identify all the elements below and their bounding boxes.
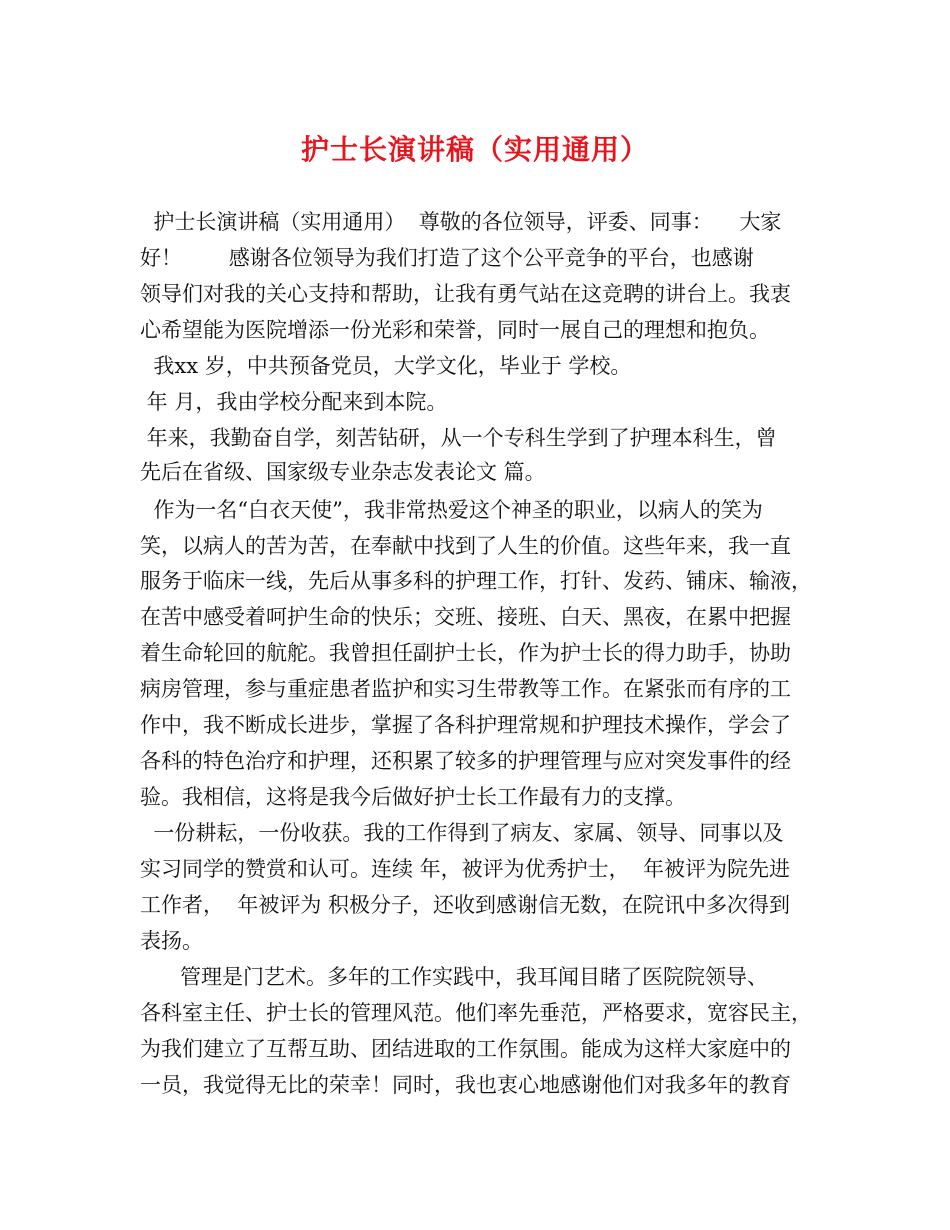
body-line: 表扬。 <box>140 929 203 953</box>
body-line: 工作者， 年被评为 积极分子，还收到感谢信无数，在院讯中多次得到 <box>140 893 791 917</box>
body-line: 护士长演讲稿（实用通用） 尊敬的各位领导，评委、同事： 大家 <box>140 210 782 234</box>
body-line: 在苦中感受着呵护生命的快乐；交班、接班、白天、黑夜，在累中把握 <box>140 605 791 629</box>
body-line: 为我们建立了互帮互助、团结进取的工作氛围。能成为这样大家庭中的 <box>140 1037 791 1061</box>
body-line: 好！ 感谢各位领导为我们打造了这个公平竞争的平台，也感谢 <box>140 246 754 270</box>
body-line: 先后在省级、国家级专业杂志发表论文 篇。 <box>140 460 546 484</box>
body-line: 各科的特色治疗和护理，还积累了较多的护理管理与应对突发事件的经 <box>140 749 791 773</box>
body-line: 一员，我觉得无比的荣幸！同时，我也衷心地感谢他们对我多年的教育 <box>140 1073 791 1097</box>
body-line: 各科室主任、护士长的管理风范。他们率先垂范，严格要求，宽容民主， <box>140 1001 812 1025</box>
body-line: 实习同学的赞赏和认可。连续 年，被评为优秀护士， 年被评为院先进 <box>140 857 791 881</box>
body-line: 年 月，我由学校分配来到本院。 <box>140 390 448 414</box>
body-line: 我xx 岁，中共预备党员，大学文化，毕业于 学校。 <box>140 354 632 378</box>
body-line: 年来，我勤奋自学，刻苦钻研，从一个专科生学到了护理本科生，曾 <box>140 426 777 450</box>
body-line: 服务于临床一线，先后从事多科的护理工作，打针、发药、铺床、输液， <box>140 569 812 593</box>
body-line: 作为一名“白衣天使”，我非常热爱这个神圣的职业，以病人的笑为 <box>140 498 763 522</box>
body-line: 病房管理，参与重症患者监护和实习生带教等工作。在紧张而有序的工 <box>140 677 791 701</box>
body-line: 管理是门艺术。多年的工作实践中，我耳闻目睹了医院院领导、 <box>140 965 769 989</box>
body-line: 一份耕耘，一份收获。我的工作得到了病友、家属、领导、同事以及 <box>140 821 784 845</box>
body-line: 心希望能为医院增添一份光彩和荣誉，同时一展自己的理想和抱负。 <box>140 318 770 342</box>
body-line: 作中，我不断成长进步，掌握了各科护理常规和护理技术操作，学会了 <box>140 713 791 737</box>
body-line: 笑，以病人的苦为苦，在奉献中找到了人生的价值。这些年来，我一直 <box>140 534 791 558</box>
body-line: 领导们对我的关心支持和帮助，让我有勇气站在这竞聘的讲台上。我衷 <box>140 282 791 306</box>
body-line: 验。我相信，这将是我今后做好护士长工作最有力的支撑。 <box>140 785 686 809</box>
document-title: 护士长演讲稿（实用通用） <box>300 133 649 166</box>
body-line: 着生命轮回的航舵。我曾担任副护士长，作为护士长的得力助手，协助 <box>140 641 791 665</box>
